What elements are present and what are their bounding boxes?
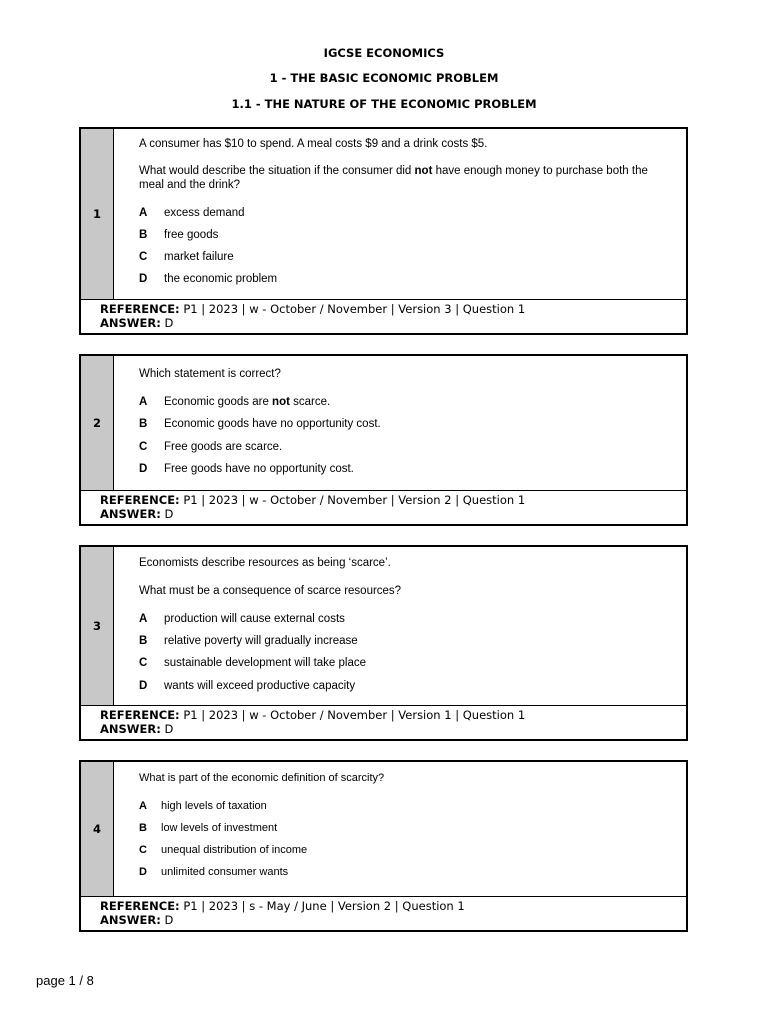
option-letter: B <box>139 822 147 834</box>
question-content <box>139 356 674 490</box>
emphasis: not <box>272 396 290 408</box>
question-stem: Which statement is correct? <box>139 368 281 380</box>
option-text: excess demand <box>164 207 245 219</box>
option-text: wants will exceed productive capacity <box>164 680 356 692</box>
question-content <box>139 762 674 896</box>
question-stem: What must be a consequence of scarce resources? <box>139 585 402 597</box>
option-text: production will cause external costs <box>164 613 345 625</box>
question-reference: REFERENCE: P1 | 2023 | w - October / November | Version 2 | Question 1 ANSWER: D <box>81 491 686 521</box>
question-reference: REFERENCE: P1 | 2023 | w - October / November | Version 1 | Question 1 ANSWER: D <box>81 706 686 736</box>
question-stem: What would describe the situation if the consumer did not have enough money to purchase both the meal and the drink? <box>139 165 648 191</box>
question-content <box>139 129 674 299</box>
option-letter: D <box>139 680 148 692</box>
option-letter: A <box>139 396 148 408</box>
question-content <box>139 547 674 705</box>
option-text: sustainable development will take place <box>164 657 367 669</box>
option-text: the economic problem <box>164 273 278 285</box>
option-text: relative poverty will gradually increase <box>164 635 358 647</box>
question-answer: ANSWER: D <box>100 506 174 521</box>
option-text: Economic goods are not scarce. <box>164 396 331 408</box>
option-text: Economic goods have no opportunity cost. <box>164 418 381 430</box>
option-letter: D <box>139 273 148 285</box>
option-text: unequal distribution of income <box>161 844 308 856</box>
option-text: unlimited consumer wants <box>161 866 289 878</box>
option-letter: A <box>139 207 148 219</box>
topic-title: 1.1 - THE NATURE OF THE ECONOMIC PROBLEM <box>231 97 537 111</box>
option-letter: B <box>139 635 148 647</box>
question-number: 1 <box>81 129 114 299</box>
option-letter: C <box>139 251 148 263</box>
question-stem: A consumer has $10 to spend. A meal costs $9 and a drink costs $5. <box>139 138 488 150</box>
emphasis: not <box>414 165 433 177</box>
question-number: 3 <box>81 547 114 705</box>
option-letter: D <box>139 463 148 475</box>
page-number: page 1 / 8 <box>36 973 94 988</box>
question-card-1 <box>79 127 688 335</box>
question-reference: REFERENCE: P1 | 2023 | s - May / June | Version 2 | Question 1 ANSWER: D <box>81 897 686 927</box>
option-text: market failure <box>164 251 234 263</box>
option-letter: B <box>139 229 148 241</box>
option-letter: A <box>139 613 148 625</box>
option-text: Free goods have no opportunity cost. <box>164 463 354 475</box>
option-text: high levels of taxation <box>161 800 267 812</box>
question-number: 4 <box>81 762 114 896</box>
question-card-4 <box>79 760 688 932</box>
question-answer: ANSWER: D <box>100 912 174 927</box>
question-stem: What is part of the economic definition of scarcity? <box>139 772 385 784</box>
question-reference: REFERENCE: P1 | 2023 | w - October / November | Version 3 | Question 1 ANSWER: D <box>81 300 686 330</box>
option-text: free goods <box>164 229 219 241</box>
question-answer: ANSWER: D <box>100 721 174 736</box>
option-text: Free goods are scarce. <box>164 441 283 453</box>
question-card-2 <box>79 354 688 526</box>
option-letter: C <box>139 441 148 453</box>
option-letter: C <box>139 657 148 669</box>
question-card-3 <box>79 545 688 741</box>
unit-title: 1 - THE BASIC ECONOMIC PROBLEM <box>269 71 499 85</box>
option-letter: C <box>139 844 147 856</box>
option-text: low levels of investment <box>161 822 278 834</box>
question-number: 2 <box>81 356 114 490</box>
option-letter: D <box>139 866 147 878</box>
question-answer: ANSWER: D <box>100 315 174 330</box>
option-letter: B <box>139 418 148 430</box>
option-letter: A <box>139 800 147 812</box>
document-subject: IGCSE ECONOMICS <box>323 46 445 60</box>
question-stem: Economists describe resources as being ‘scarce’. <box>139 557 391 569</box>
